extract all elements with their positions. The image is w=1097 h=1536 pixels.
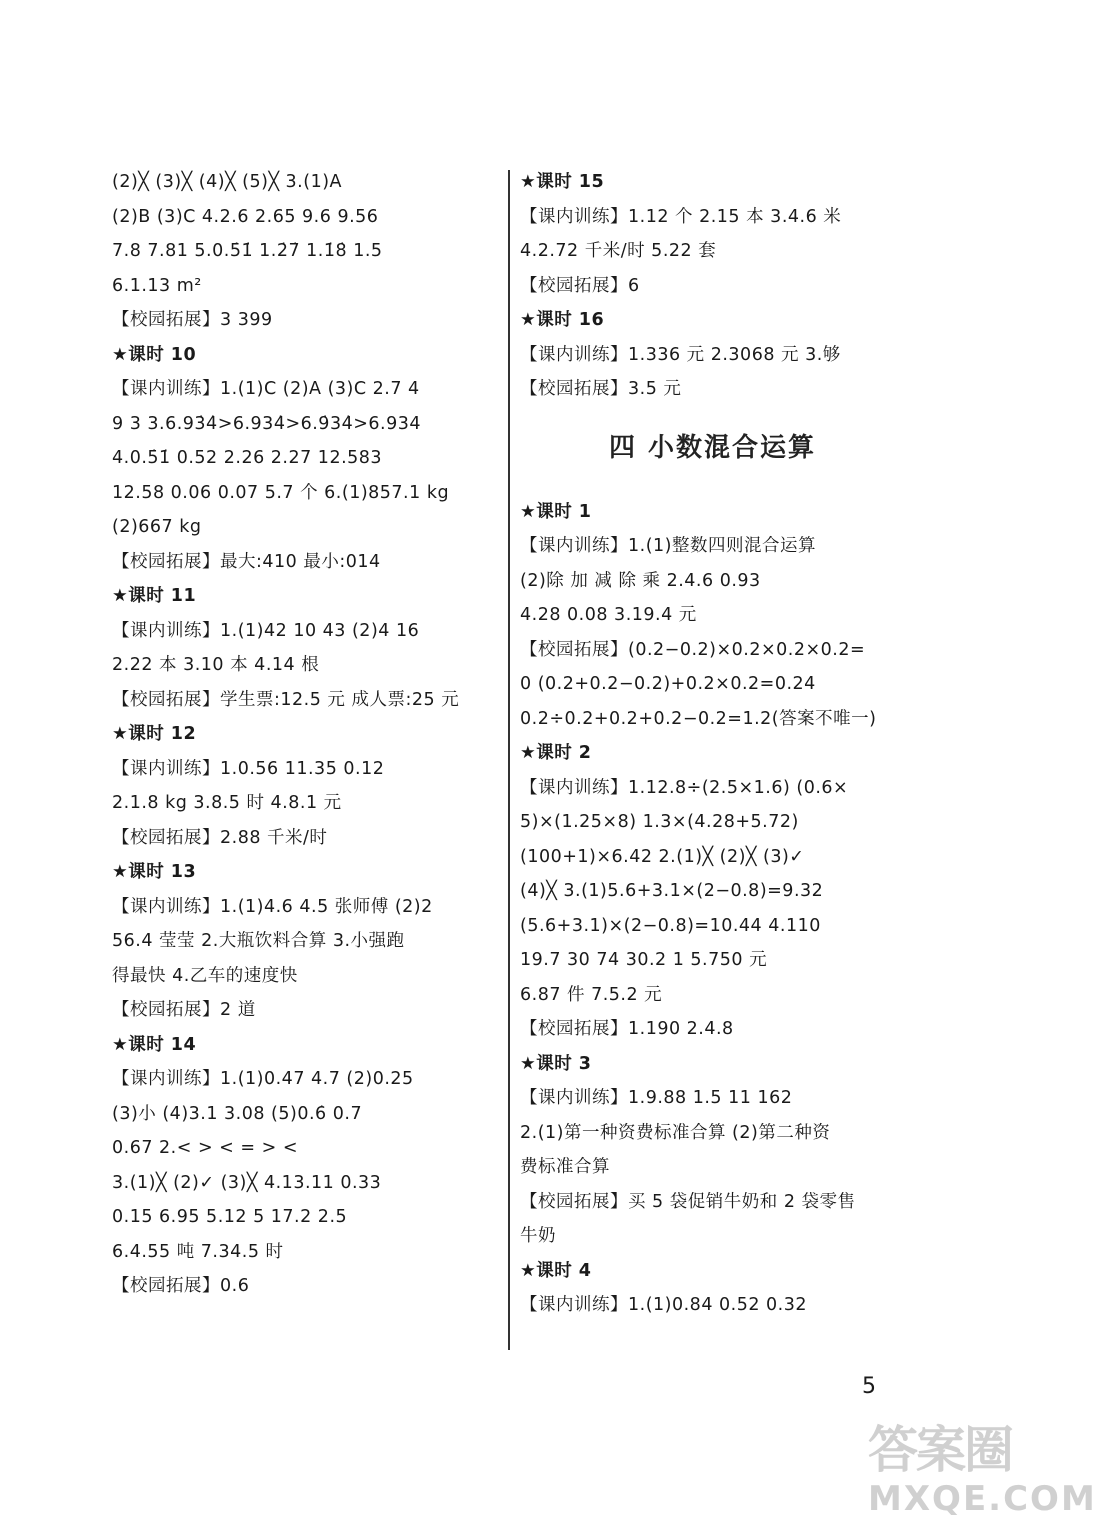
answer-line: 【课内训练】1.9.88 1.5 11 162: [520, 1088, 793, 1108]
lesson-heading: ★课时 1: [520, 501, 592, 522]
answer-line: 【校园拓展】6: [520, 275, 640, 296]
answer-line: 4.28 0.08 3.19.4 元: [520, 605, 697, 625]
answer-line: 2.(1)第一种资费标准合算 (2)第二种资: [520, 1122, 831, 1143]
answer-line: 牛奶: [520, 1226, 556, 1246]
answer-line: 19.7 30 74 30.2 1 5.750 元: [520, 950, 768, 970]
answer-line: 【校园拓展】(0.2−0.2)×0.2×0.2×0.2=: [520, 639, 866, 660]
column-divider: [508, 170, 510, 1350]
right-column-bottom: [520, 495, 905, 1323]
answer-line: 【课内训练】1.0.56 11.35 0.12: [112, 758, 385, 779]
watermark-top: 答案圈: [868, 1421, 1012, 1479]
answer-line: 费标准合算: [520, 1157, 610, 1177]
answer-line: 6.1.13 m²: [112, 275, 202, 296]
answer-line: 7.8 7.81 5.0.5̇1̇ 1.2̇7̇ 1.1̇8̇ 1.5: [112, 241, 383, 261]
answer-line: 【课内训练】1.(1)0.84 0.52 0.32: [520, 1295, 808, 1315]
answer-line: 6.4.55 吨 7.34.5 时: [112, 1241, 284, 1262]
answer-line: (4)╳ 3.(1)5.6+3.1×(2−0.8)=9.32: [520, 881, 824, 901]
answer-line: (100+1)×6.42 2.(1)╳ (2)╳ (3)✓: [520, 846, 805, 867]
answer-line: 0 (0.2+0.2−0.2)+0.2×0.2=0.24: [520, 674, 816, 694]
answer-line: (2)667 kg: [112, 517, 202, 537]
answer-line: (3)小 (4)3.1 3.08 (5)0.6̇ 0.7: [112, 1103, 363, 1124]
answer-line: 2.1.8 kg 3.8.5 时 4.8.1 元: [112, 793, 342, 813]
left-column: [112, 165, 497, 1304]
answer-line: 【课内训练】1.(1)整数四则混合运算: [520, 536, 816, 556]
answer-line: 0.67 2.< > < = > <: [112, 1138, 299, 1158]
answer-line: 2.22 本 3.10 本 4.14 根: [112, 655, 320, 675]
answer-line: 【校园拓展】2.88 千米/时: [112, 827, 328, 848]
answer-line: 6.87 件 7.5.2 元: [520, 984, 663, 1005]
answer-line: 4.2.72 千米/时 5.22 套: [520, 241, 717, 261]
answer-line: 【课内训练】1.12 个 2.15 本 3.4.6 米: [520, 206, 842, 227]
answer-line: 【校园拓展】学生票:12.5 元 成人票:25 元: [112, 689, 460, 710]
answer-line: (2)B (3)C 4.2.6 2.65 9.6 9.56: [112, 206, 379, 227]
right-column-top: [520, 165, 905, 407]
answer-line: (2)除 加 减 除 乘 2.4.6 0.93: [520, 570, 761, 591]
lesson-heading: ★课时 14: [112, 1034, 197, 1055]
answer-line: 0.2÷0.2+0.2+0.2−0.2=1.2(答案不唯一): [520, 708, 877, 729]
answer-line: 【课内训练】1.336 元 2.3068 元 3.够: [520, 344, 841, 365]
page-number: 5: [862, 1374, 876, 1399]
answer-line: 【课内训练】1.(1)C (2)A (3)C 2.7 4: [112, 379, 420, 399]
answer-line: 【课内训练】1.(1)42 10 43 (2)4 16: [112, 620, 420, 641]
answer-line: 5)×(1.25×8) 1.3×(4.28+5.72): [520, 812, 799, 832]
lesson-heading: ★课时 13: [112, 862, 197, 882]
answer-line: 【校园拓展】1.190 2.4.8: [520, 1019, 734, 1039]
answer-line: 4.0.5̇1̇ 0.52 2.26 2.27 12.583: [112, 448, 383, 468]
answer-line: (5.6+3.1)×(2−0.8)=10.44 4.110: [520, 915, 821, 936]
lesson-heading: ★课时 12: [112, 724, 197, 744]
answer-line: 【校园拓展】买 5 袋促销牛奶和 2 袋零售: [520, 1191, 856, 1212]
answer-line: 【校园拓展】最大:410 最小:014: [112, 551, 381, 572]
lesson-heading: ★课时 15: [520, 172, 605, 192]
lesson-heading: ★课时 10: [112, 344, 197, 365]
watermark-logo: [868, 1420, 1097, 1528]
lesson-heading: ★课时 3: [520, 1053, 592, 1074]
answer-line: 【课内训练】1.(1)4.6 4.5 张师傅 (2)2: [112, 896, 433, 917]
answer-line: 56.4 莹莹 2.大瓶饮料合算 3.小强跑: [112, 931, 405, 951]
answer-line: (2)╳ (3)╳ (4)╳ (5)╳ 3.(1)A: [112, 172, 343, 192]
answer-line: 【校园拓展】3.5 元: [520, 379, 682, 399]
section-title: 四 小数混合运算: [608, 432, 817, 463]
lesson-heading: ★课时 16: [520, 310, 605, 330]
lesson-heading: ★课时 11: [112, 586, 197, 606]
lesson-heading: ★课时 4: [520, 1260, 592, 1281]
answer-line: 9 3 3.6.93̇4̇>6.934̇>6.9̇34̇>6.934: [112, 413, 421, 434]
answer-line: 【校园拓展】3 399: [112, 310, 273, 330]
watermark-bottom: MXQE.COM: [868, 1479, 1097, 1519]
right-column: [520, 165, 905, 1323]
answer-line: 3.(1)╳ (2)✓ (3)╳ 4.13.11 0.33: [112, 1172, 382, 1193]
answer-line: 12.58 0.06 0.07 5.7 个 6.(1)857.1 kg: [112, 482, 450, 503]
answer-line: 【课内训练】1.(1)0.47 4.7 (2)0.25: [112, 1069, 414, 1089]
answer-line: 0.15 6.95 5.12 5 17.2 2.5: [112, 1207, 348, 1227]
answer-line: 得最快 4.乙车的速度快: [112, 965, 298, 986]
answer-line: 【校园拓展】2 道: [112, 1000, 256, 1020]
lesson-heading: ★课时 2: [520, 743, 592, 763]
answer-line: 【课内训练】1.12.8÷(2.5×1.6) (0.6×: [520, 777, 849, 798]
answer-line: 【校园拓展】0.6: [112, 1276, 250, 1296]
